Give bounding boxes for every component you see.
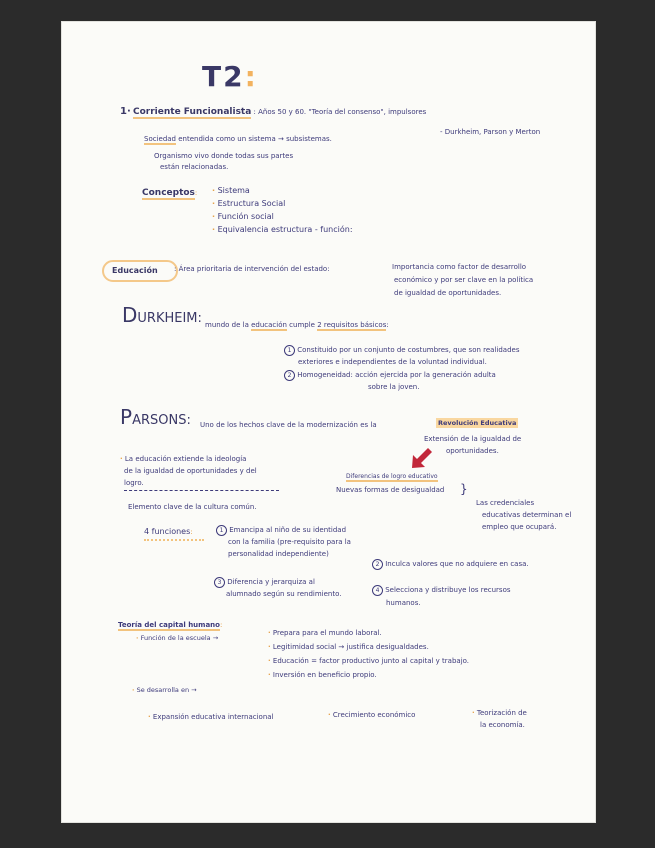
capital-item-4: · Inversión en beneficio propio. bbox=[268, 671, 377, 679]
funcion-4-num: 4 bbox=[372, 585, 383, 596]
capital-bottom-1: · Expansión educativa internacional bbox=[148, 713, 274, 721]
funcion-2-line: 2 Inculca valores que no adquiere en casa. bbox=[372, 559, 529, 570]
funcion-4-line-1: 4 Selecciona y distribuye los recursos bbox=[372, 585, 511, 596]
nuevas-formas: Nuevas formas de desigualdad bbox=[336, 486, 445, 494]
sociedad-rest: entendida como un sistema → subsistemas. bbox=[178, 135, 332, 143]
durkheim-text-1: mundo de la bbox=[205, 321, 249, 329]
parsons-initial: P bbox=[120, 405, 133, 429]
durkheim-req: 2 requisitos básicos bbox=[317, 321, 387, 329]
funcion-1-num: 1 bbox=[216, 525, 227, 536]
conceptos-label: Conceptos bbox=[142, 188, 195, 198]
funcion-3-num: 3 bbox=[214, 577, 225, 588]
capital-item-3: · Educación = factor productivo junto al capital y trabajo. bbox=[268, 657, 470, 665]
funcion-3-line-1: 3 Diferencia y jerarquiza al bbox=[214, 577, 315, 588]
organismo-line-2: están relacionadas. bbox=[160, 163, 229, 171]
funciones-label: 4 funciones bbox=[144, 527, 191, 536]
durkheim-text-2: cumple bbox=[289, 321, 315, 329]
parsons-rest: ARSONS bbox=[132, 413, 187, 428]
durkheim-heading bbox=[122, 303, 202, 327]
title-colon: : bbox=[244, 60, 258, 93]
parsons-colon: : bbox=[186, 413, 191, 428]
parsons-left-2: de la igualdad de oportunidades y del bbox=[124, 467, 257, 475]
elemento-clave: Elemento clave de la cultura común. bbox=[128, 503, 257, 511]
title-text: T2 bbox=[202, 60, 245, 93]
parsons-left-3: logro. bbox=[124, 479, 144, 487]
conceptos-heading bbox=[142, 187, 197, 199]
funcion-4-line-2: humanos. bbox=[386, 599, 421, 607]
capital-bottom-2: · Crecimiento económico bbox=[328, 711, 416, 719]
sociedad-word: Sociedad bbox=[144, 135, 177, 143]
funciones-dotted bbox=[144, 539, 204, 541]
educacion-right-3: de igualdad de oportunidades. bbox=[394, 289, 502, 297]
page-title bbox=[202, 62, 258, 92]
funcion-1-line-1: 1 Emancipa al niño de su identidad bbox=[216, 525, 346, 536]
red-arrow-icon bbox=[408, 446, 434, 472]
funcion-3-line-2: alumnado según su rendimiento. bbox=[226, 590, 342, 598]
impulsores: - Durkheim, Parson y Merton bbox=[440, 128, 541, 136]
section1-number: 1· bbox=[120, 106, 131, 117]
funcion-1-line-2: con la familia (pre-requisito para la bbox=[228, 538, 351, 546]
conceptos-colon: : bbox=[194, 189, 198, 197]
capital-title: Teoría del capital humano bbox=[118, 621, 220, 629]
durkheim-r1-line-2: exteriores e independientes de la voluntad individual. bbox=[298, 358, 487, 366]
educacion-label: Educación bbox=[112, 266, 158, 275]
capital-item-2: · Legitimidad social → justifica desigualdades. bbox=[268, 643, 429, 651]
capital-item-1: · Prepara para el mundo laboral. bbox=[268, 629, 382, 637]
durkheim-colon: : bbox=[197, 311, 202, 326]
durkheim-text: mundo de la educación cumple 2 requisitos básicos: bbox=[205, 321, 389, 329]
brace-mark: } bbox=[460, 482, 468, 496]
capital-bottom-3: · Teorización de bbox=[472, 709, 527, 717]
section1-rest: : Años 50 y 60. "Teoría del consenso", impulsores bbox=[253, 108, 427, 116]
parsons-left-1: · La educación extiende la ideología bbox=[120, 455, 247, 463]
capital-desarrolla: · Se desarrolla en → bbox=[132, 686, 197, 694]
educacion-right-1: Importancia como factor de desarrollo bbox=[392, 263, 527, 271]
durkheim-r2-line-1: 2 Homogeneidad: acción ejercida por la generación adulta bbox=[284, 370, 496, 381]
durkheim-r1-num: 1 bbox=[284, 345, 295, 356]
credenciales-2: educativas determinan el bbox=[482, 511, 572, 519]
educacion-text: : Área prioritaria de intervención del estado: bbox=[174, 265, 330, 273]
parsons-revolucion: Revolución Educativa bbox=[438, 419, 517, 427]
durkheim-edu: educación bbox=[251, 321, 287, 329]
sociedad-line bbox=[144, 134, 332, 144]
parsons-ext-2: oportunidades. bbox=[446, 447, 499, 455]
conceptos-item-4: · Equivalencia estructura - función: bbox=[212, 225, 353, 234]
credenciales-1: Las credenciales bbox=[476, 499, 535, 507]
durkheim-r2-num: 2 bbox=[284, 370, 295, 381]
parsons-heading bbox=[120, 405, 191, 429]
durkheim-rest: URKHEIM bbox=[137, 311, 198, 326]
credenciales-3: empleo que ocupará. bbox=[482, 523, 557, 531]
educacion-right-2: económico y por ser clave en la política bbox=[394, 276, 534, 284]
conceptos-item-3: · Función social bbox=[212, 212, 274, 221]
capital-bottom-4: la economía. bbox=[480, 721, 525, 729]
durkheim-r2-line-2: sobre la joven. bbox=[368, 383, 420, 391]
conceptos-item-1: · Sistema bbox=[212, 186, 250, 195]
parsons-text: Uno de los hechos clave de la modernización es la bbox=[200, 421, 377, 429]
parsons-ext-1: Extensión de la igualdad de bbox=[424, 435, 522, 443]
conceptos-item-2: · Estructura Social bbox=[212, 199, 286, 208]
funcion-1-line-3: personalidad independiente) bbox=[228, 550, 329, 558]
section1-heading bbox=[120, 106, 426, 118]
notebook-page bbox=[62, 22, 595, 822]
organismo-line-1: Organismo vivo donde todas sus partes bbox=[154, 152, 294, 160]
diferencias-logro: Diferencias de logro educativo bbox=[346, 473, 438, 480]
durkheim-initial: D bbox=[122, 303, 138, 327]
section1-title: Corriente Funcionalista bbox=[133, 107, 252, 117]
durkheim-r1-line-1: 1 Constituido por un conjunto de costumbres, que son realidades bbox=[284, 345, 520, 356]
funcion-2-num: 2 bbox=[372, 559, 383, 570]
capital-funcion: · Función de la escuela → bbox=[136, 634, 219, 642]
dashed-separator bbox=[124, 490, 279, 491]
capital-heading: Teoría del capital humano: bbox=[118, 621, 223, 629]
funciones-heading: 4 funciones: bbox=[144, 527, 193, 536]
